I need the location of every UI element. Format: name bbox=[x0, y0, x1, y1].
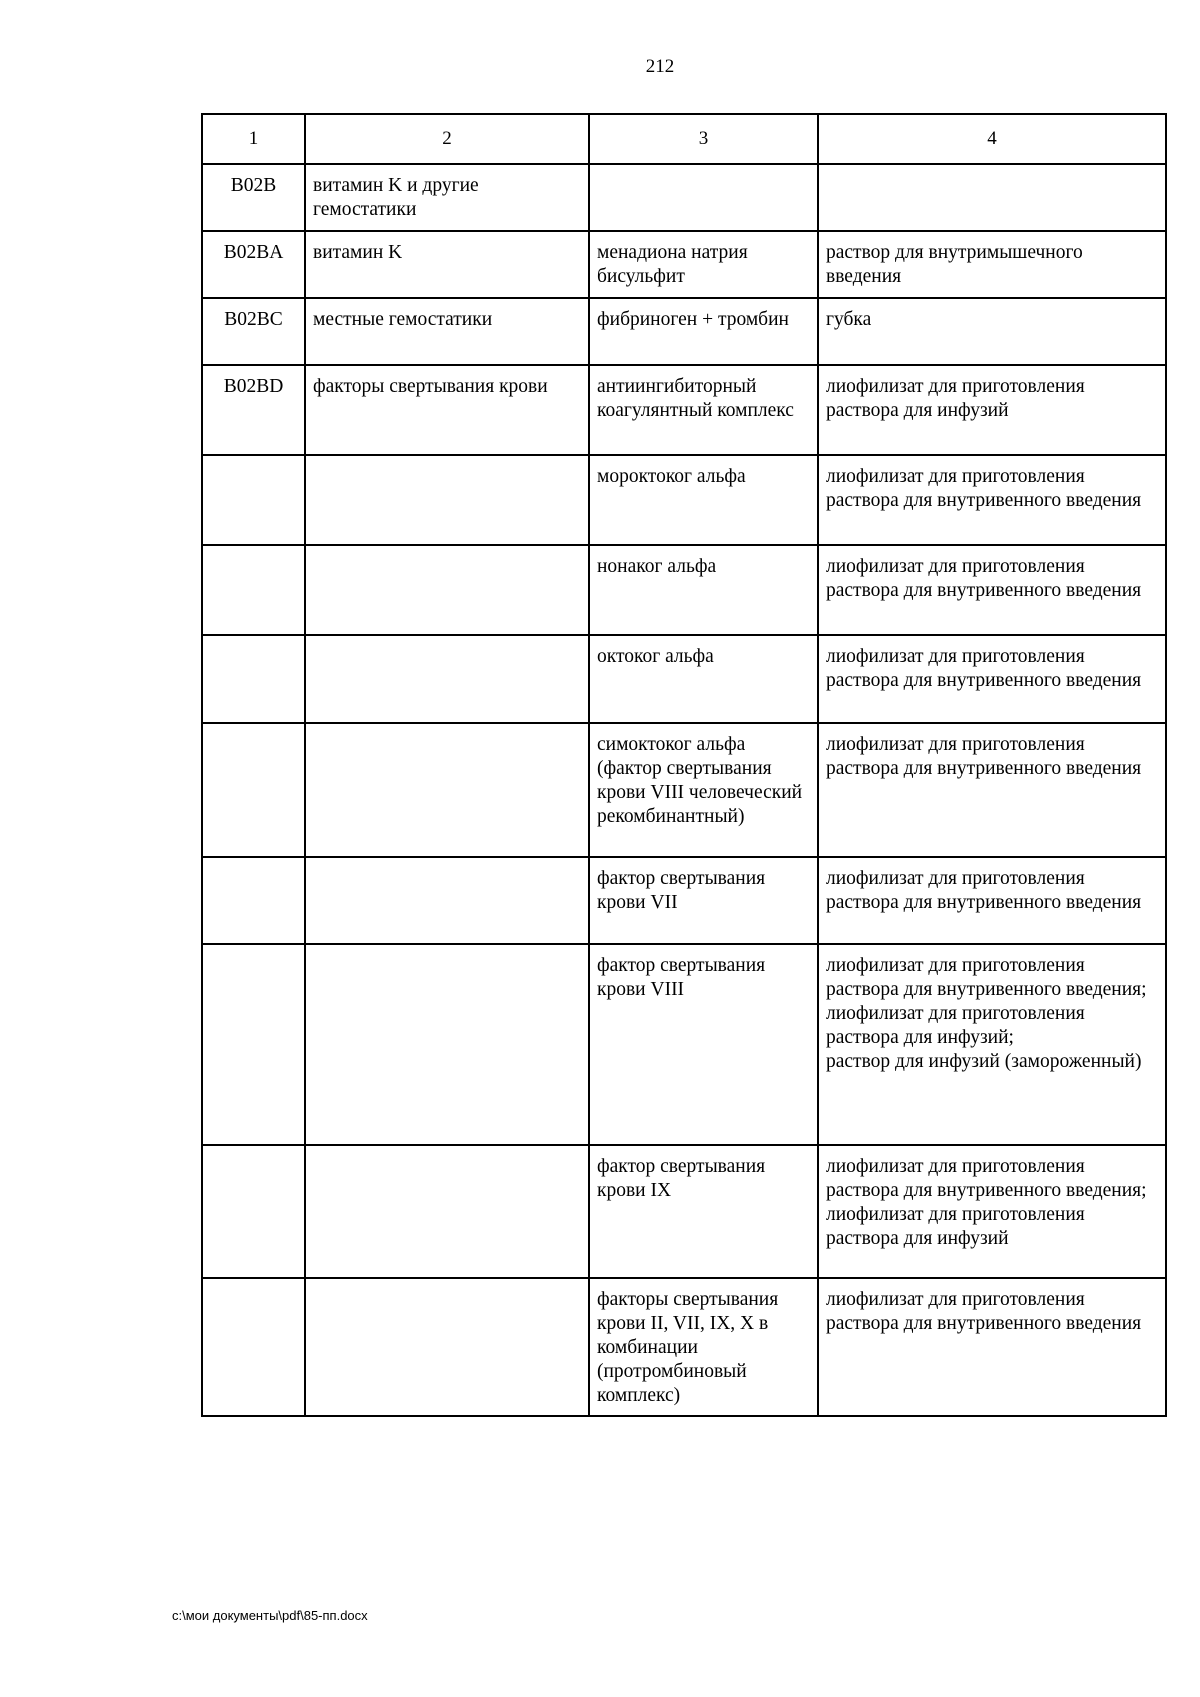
group-name-cell bbox=[305, 857, 589, 944]
group-name-cell: витамин K и другие гемостатики bbox=[305, 164, 589, 231]
drug-name-cell: нонаког альфа bbox=[589, 545, 818, 635]
drug-name-cell: антиингибиторный коагулянтный комплекс bbox=[589, 365, 818, 455]
dosage-form-line: лиофилизат для приготовления раствора для внутривенного введения bbox=[826, 466, 1142, 511]
table-row bbox=[202, 298, 1166, 365]
dosage-form-line: лиофилизат для приготовления раствора для внутривенного введения bbox=[826, 1289, 1142, 1334]
atc-code-cell bbox=[202, 944, 305, 1145]
group-name-cell: местные гемостатики bbox=[305, 298, 589, 365]
footer-file-path: c:\мои документы\pdf\85-пп.docx bbox=[172, 1608, 368, 1623]
table-row bbox=[202, 723, 1166, 857]
group-name-cell bbox=[305, 1278, 589, 1416]
dosage-form-line: раствор для внутримышечного введения bbox=[826, 242, 1083, 287]
group-name-cell bbox=[305, 635, 589, 723]
table-row bbox=[202, 164, 1166, 231]
drug-name-cell: фактор свертывания крови VII bbox=[589, 857, 818, 944]
group-name-cell bbox=[305, 723, 589, 857]
dosage-form-line: раствор для инфузий (замороженный) bbox=[826, 1051, 1142, 1072]
dosage-form-cell bbox=[818, 164, 1166, 231]
drug-name-cell: октоког альфа bbox=[589, 635, 818, 723]
column-header: 1 bbox=[202, 114, 305, 164]
dosage-form-line: лиофилизат для приготовления раствора для внутривенного введения; bbox=[826, 955, 1147, 1000]
dosage-form-cell bbox=[818, 545, 1166, 635]
column-header: 4 bbox=[818, 114, 1166, 164]
dosage-form-line: лиофилизат для приготовления раствора для внутривенного введения bbox=[826, 556, 1142, 601]
drug-table bbox=[201, 113, 1167, 1417]
dosage-form-line: лиофилизат для приготовления раствора для инфузий bbox=[826, 1204, 1085, 1249]
dosage-form-cell bbox=[818, 1145, 1166, 1278]
table-header-row bbox=[202, 114, 1166, 164]
group-name-cell bbox=[305, 944, 589, 1145]
atc-code-cell bbox=[202, 545, 305, 635]
drug-name-cell: факторы свертывания крови II, VII, IX, X в комбинации (протромбиновый комплекс) bbox=[589, 1278, 818, 1416]
dosage-form-cell bbox=[818, 944, 1166, 1145]
group-name-cell: факторы свертывания крови bbox=[305, 365, 589, 455]
drug-name-cell bbox=[589, 164, 818, 231]
table-row bbox=[202, 1278, 1166, 1416]
dosage-form-cell bbox=[818, 298, 1166, 365]
atc-code-cell bbox=[202, 635, 305, 723]
dosage-form-line: губка bbox=[826, 309, 872, 330]
table-row bbox=[202, 1145, 1166, 1278]
dosage-form-line: лиофилизат для приготовления раствора для внутривенного введения bbox=[826, 646, 1142, 691]
atc-code-cell bbox=[202, 1145, 305, 1278]
atc-code-cell: B02B bbox=[202, 164, 305, 231]
atc-code-cell: B02BC bbox=[202, 298, 305, 365]
group-name-cell bbox=[305, 1145, 589, 1278]
atc-code-cell bbox=[202, 1278, 305, 1416]
table-row bbox=[202, 857, 1166, 944]
dosage-form-line: лиофилизат для приготовления раствора для внутривенного введения bbox=[826, 734, 1142, 779]
atc-code-cell: B02BD bbox=[202, 365, 305, 455]
atc-code-cell: B02BA bbox=[202, 231, 305, 298]
dosage-form-line: лиофилизат для приготовления раствора для инфузий; bbox=[826, 1003, 1085, 1048]
dosage-form-cell bbox=[818, 857, 1166, 944]
table-row bbox=[202, 365, 1166, 455]
drug-name-cell: менадиона натрия бисульфит bbox=[589, 231, 818, 298]
table-row bbox=[202, 635, 1166, 723]
page-number: 212 bbox=[645, 56, 675, 77]
table-row bbox=[202, 545, 1166, 635]
table-row bbox=[202, 455, 1166, 545]
dosage-form-cell bbox=[818, 231, 1166, 298]
dosage-form-cell bbox=[818, 1278, 1166, 1416]
group-name-cell: витамин K bbox=[305, 231, 589, 298]
drug-name-cell: симоктоког альфа (фактор свертывания крови VIII человеческий рекомбинантный) bbox=[589, 723, 818, 857]
column-header: 2 bbox=[305, 114, 589, 164]
table-row bbox=[202, 944, 1166, 1145]
drug-name-cell: фибриноген + тромбин bbox=[589, 298, 818, 365]
group-name-cell bbox=[305, 545, 589, 635]
drug-name-cell: фактор свертывания крови VIII bbox=[589, 944, 818, 1145]
drug-name-cell: фактор свертывания крови IX bbox=[589, 1145, 818, 1278]
group-name-cell bbox=[305, 455, 589, 545]
dosage-form-cell bbox=[818, 365, 1166, 455]
column-header: 3 bbox=[589, 114, 818, 164]
atc-code-cell bbox=[202, 455, 305, 545]
atc-code-cell bbox=[202, 723, 305, 857]
dosage-form-line: лиофилизат для приготовления раствора для внутривенного введения bbox=[826, 868, 1142, 913]
dosage-form-line: лиофилизат для приготовления раствора для внутривенного введения; bbox=[826, 1156, 1147, 1201]
table-row bbox=[202, 231, 1166, 298]
atc-code-cell bbox=[202, 857, 305, 944]
dosage-form-cell bbox=[818, 635, 1166, 723]
dosage-form-cell bbox=[818, 455, 1166, 545]
drug-name-cell: мороктоког альфа bbox=[589, 455, 818, 545]
dosage-form-cell bbox=[818, 723, 1166, 857]
dosage-form-line: лиофилизат для приготовления раствора для инфузий bbox=[826, 376, 1085, 421]
